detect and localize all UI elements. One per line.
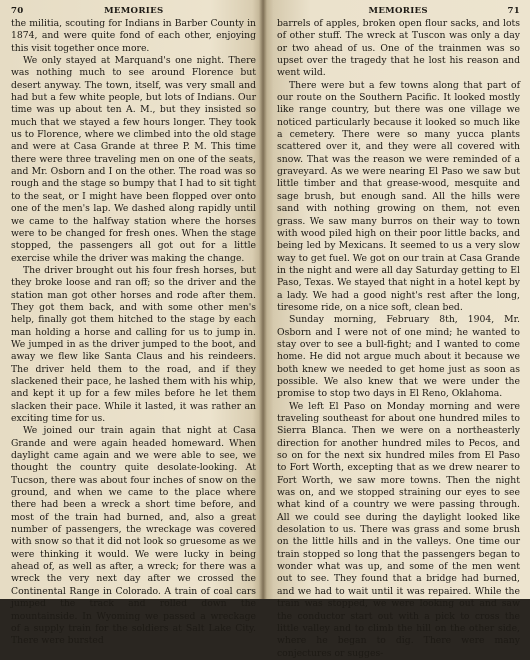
left-page-number: 70	[11, 6, 24, 16]
paragraph: We joined our train again that night at Casa Grande and were again headed homeward. When daylight came again and we were able to see, we thought the country quite desolate-looking. At Tucson, there was about four inches of snow on the ground, and when we came to the place where there had been a wreck a short time before, and most of the train had burned, and, also a great number of passengers, the wreckage was covered with snow so that it did not look so gruesome as we were thinking it would. We were lucky in being ahead of, as well as after, a wreck; for there was a wreck the very next day after we crossed the Continental Range in Colorado. A train of coal cars jumped the track and rolled down the mountainside. In Wyoming we passed a wreckage of a supply train for the soldiers at Salt Lake City. There were bursted	[11, 425, 256, 647]
left-page-header	[11, 6, 256, 16]
right-page-number: 71	[507, 6, 520, 16]
paragraph: There were but a few towns along that part of our route on the Southern Pacific. It looked mostly like range country, but there was one village we noticed particularly because it looked so much like a cemetery. There were so many yucca plants scattered over it, and they were all covered with snow. That was the reason we were reminded of a graveyard. As we were nearing El Paso we saw but little timber and that grease-wood, mesquite and sage brush, but enough sand. All the hills were sand with nothing growing on them, not even grass. We saw many burros on their way to town with wood piled high on their poor little backs, and being led by Mexicans. It seemed to us a very slow way to get fuel. We got on our train at Casa Grande in the night and were all day Saturday getting to El Paso, Texas. We stayed that night in a hotel kept by a lady. We had a good night's rest after the long, tiresome ride, on a nice soft, clean bed.	[277, 79, 520, 313]
paragraph: the militia, scouting for Indians in Barber County in 1874, and were quite fond of each other, enjoying this visit together once more.	[11, 18, 256, 54]
paragraph: barrels of apples, broken open flour sacks, and lots of other stuff. The wreck at Tuscon was only a day or two ahead of us. One of the trainmen was so upset over the tragedy that he lost his reason and went wild.	[277, 18, 520, 79]
left-page	[0, 0, 263, 647]
left-page-text	[11, 18, 256, 648]
paragraph: The driver brought out his four fresh horses, but they broke loose and ran off; so the driver and the station man got other horses and rode after them. They got them back, and with some other men's help, finally got them hitched to the stage by each man holding a horse and calling for us to jump in. We jumped in as the driver jumped to the boot, and away we flew like Santa Claus and his reindeers. The driver held them to the road, and if they slackened their pace, he lashed them with his whip, and kept it up for a few miles before he let them slacken their pace. While it lasted, it was rather an exciting time for us.	[11, 264, 256, 424]
right-page-text	[277, 18, 520, 660]
paragraph: We left El Paso on Monday morning and were traveling southeast for about one hundred miles to Sierra Blanca. Then we were on a northeasterly direction for another hundred miles to Pecos, and so on for the next six hundred miles from El Paso to Fort Worth, excepting that as we drew nearer to Fort Worth, we saw more towns. Then the night was on, and we stopped straining our eyes to see what kind of a country we were passing through. All we could see during the daylight looked like desolation to us. There was grass and some brush on the little hills and in the valleys. One time our train stopped so long that the passengers began to wonder what was up, and some of the men went out to see. They found that a bridge had burned, and we had to wait until it was repaired. While the train was stopped, we were looking out and saw the conductor start out with a pick to cross the little valley and to climb the hill on the other side, where he began to dig. There were many conjectures or sugges-	[277, 400, 520, 659]
right-page	[263, 0, 530, 659]
right-running-head: MEMORIES	[368, 6, 428, 16]
paragraph: Sunday morning, February 8th, 1904, Mr. Osborn and I were not of one mind; he wanted to stay over to see a bull-fight; and I wanted to come home. He did not argue much about it because we both knew we needed to get home just as soon as possible. We also knew that we were under the promise to stop two days in El Reno, Oklahoma.	[277, 314, 520, 400]
left-running-head: MEMORIES	[104, 6, 164, 16]
right-page-header	[277, 6, 520, 16]
paragraph: We only stayed at Marquand's one night. There was nothing much to see around Florence but desert anyway. The town, itself, was very small and had but a few white people, but lots of Indians. Our time was up about ten A. M., but they insisted so much that we stayed a few hours longer. They took us to Florence, where we climbed into the old stage and were at Casa Grande at three P. M. This time there were three traveling men on one of the seats, and Mr. Osborn and I on the other. The road was so rough and the stage so bumpy that I had to sit tight to the seat, or I might have been flopped over onto one of the men's lap. We dashed along rapidly until we came to the halfway station where the horses were to be changed for fresh ones. When the stage stopped, the passengers all got out for a little exercise while the driver was making the change.	[11, 55, 256, 264]
